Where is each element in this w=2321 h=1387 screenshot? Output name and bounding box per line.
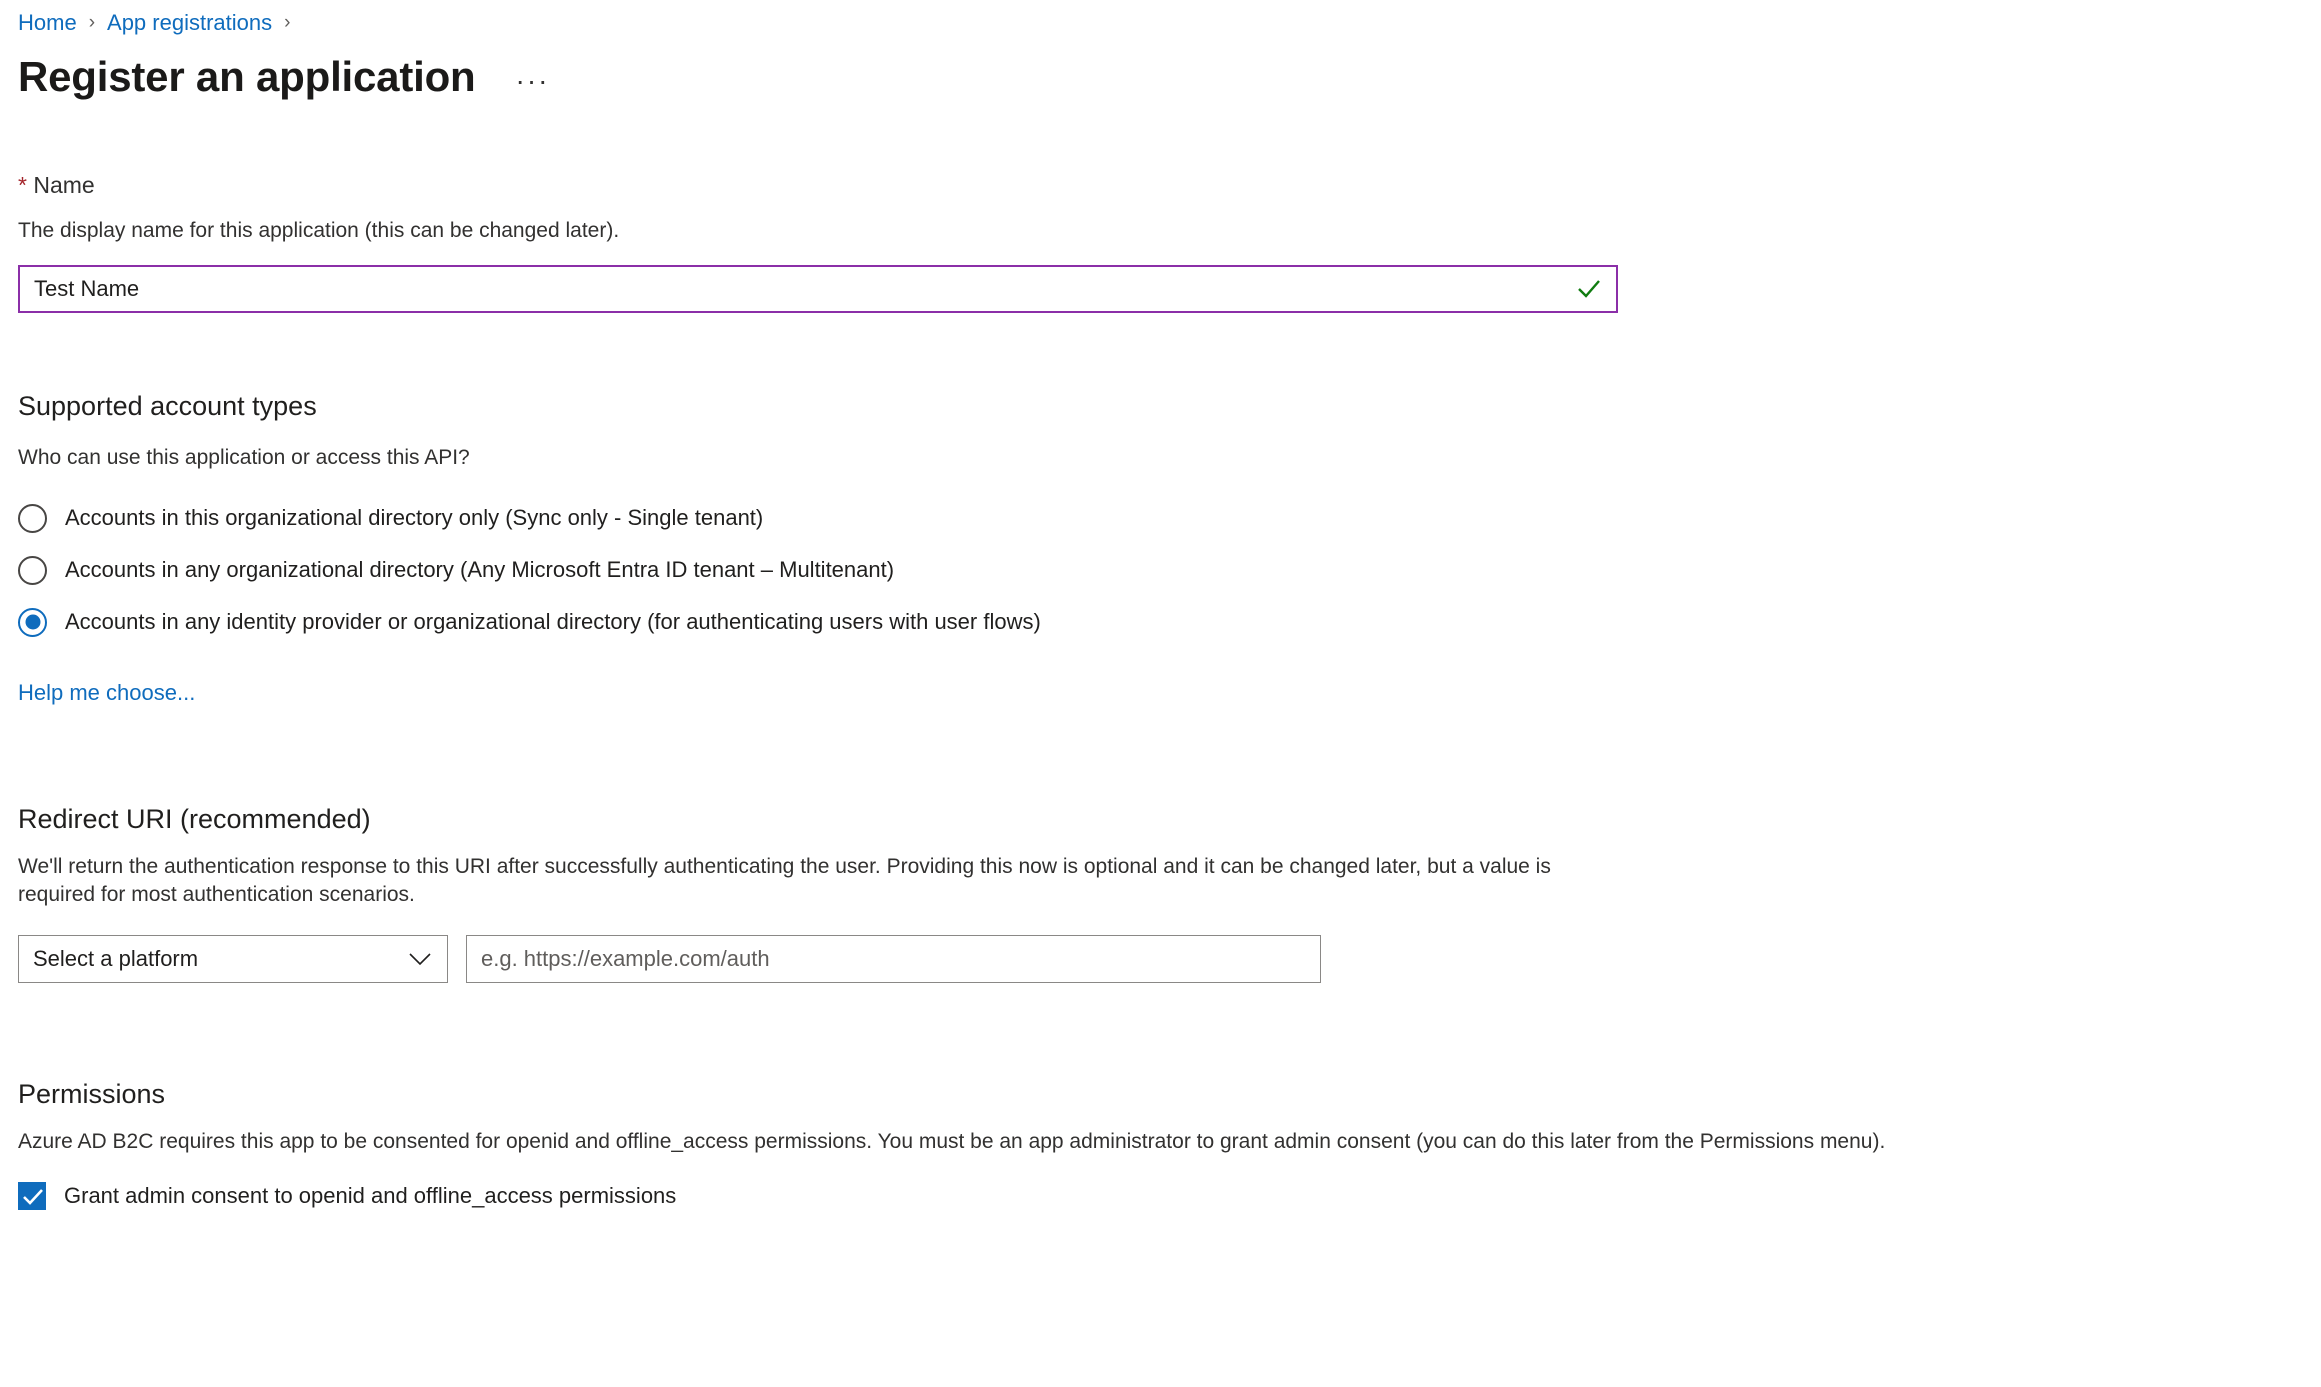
title-row [18, 54, 2321, 100]
account-types-heading: Supported account types [18, 391, 317, 421]
permissions-description: Azure AD B2C requires this app to be consented for openid and offline_access permissions. You must be an app administrator to grant admin consent (you can do this later from the Permissions menu). [18, 1130, 1886, 1153]
account-types-question: Who can use this application or access this API? [18, 446, 470, 469]
platform-select-value: Select a platform [33, 946, 199, 971]
chevron-down-icon [409, 952, 431, 966]
platform-select[interactable] [18, 935, 448, 983]
redirect-uri-input[interactable] [466, 935, 1321, 983]
radio-icon-selected[interactable] [18, 608, 47, 637]
help-me-choose-link[interactable]: Help me choose... [18, 680, 196, 705]
page-title: Register an application [18, 53, 476, 100]
breadcrumb-link-app-registrations[interactable]: App registrations [107, 10, 273, 35]
permissions-section [18, 1079, 2321, 1210]
redirect-uri-description: We'll return the authentication response to this URI after successfully authenticating the user. Providing this now is optional and it can be changed later, but a value is required for most authentication scenarios. [18, 855, 1551, 906]
checkmark-icon [22, 1187, 44, 1207]
permissions-heading: Permissions [18, 1079, 166, 1109]
radio-icon[interactable] [18, 504, 47, 533]
name-input[interactable] [18, 265, 1618, 313]
radio-option-single-tenant[interactable] [18, 492, 2321, 544]
redirect-uri-section [18, 804, 2321, 983]
more-actions-icon[interactable]: ··· [515, 65, 550, 96]
radio-label: Accounts in any identity provider or organizational directory (for authenticating users with user flows) [65, 609, 1041, 634]
name-field-label [18, 172, 2321, 199]
radio-option-any-identity-provider[interactable] [18, 596, 2321, 648]
radio-label: Accounts in any organizational directory (Any Microsoft Entra ID tenant – Multitenant) [65, 557, 895, 582]
supported-account-types-section [18, 391, 2321, 706]
name-description: The display name for this application (this can be changed later). [18, 219, 620, 242]
breadcrumb [18, 0, 2321, 40]
name-label-text: Name [33, 172, 95, 198]
radio-label: Accounts in this organizational directory only (Sync only - Single tenant) [65, 505, 764, 530]
breadcrumb-separator-1: › [88, 12, 96, 33]
grant-admin-consent-label: Grant admin consent to openid and offline_access permissions [64, 1183, 677, 1208]
breadcrumb-separator-2: › [284, 12, 291, 33]
name-section [18, 172, 2321, 313]
radio-icon[interactable] [18, 556, 47, 585]
grant-admin-consent-row[interactable] [18, 1182, 2321, 1210]
breadcrumb-link-home[interactable]: Home [18, 10, 77, 35]
checkbox-icon-checked[interactable] [18, 1182, 46, 1210]
redirect-uri-heading: Redirect URI (recommended) [18, 804, 371, 834]
redirect-uri-controls [18, 935, 2321, 983]
name-input-wrapper [18, 265, 1618, 313]
required-marker: * [18, 172, 27, 198]
radio-option-multitenant[interactable] [18, 544, 2321, 596]
account-types-radio-group [18, 492, 2321, 648]
